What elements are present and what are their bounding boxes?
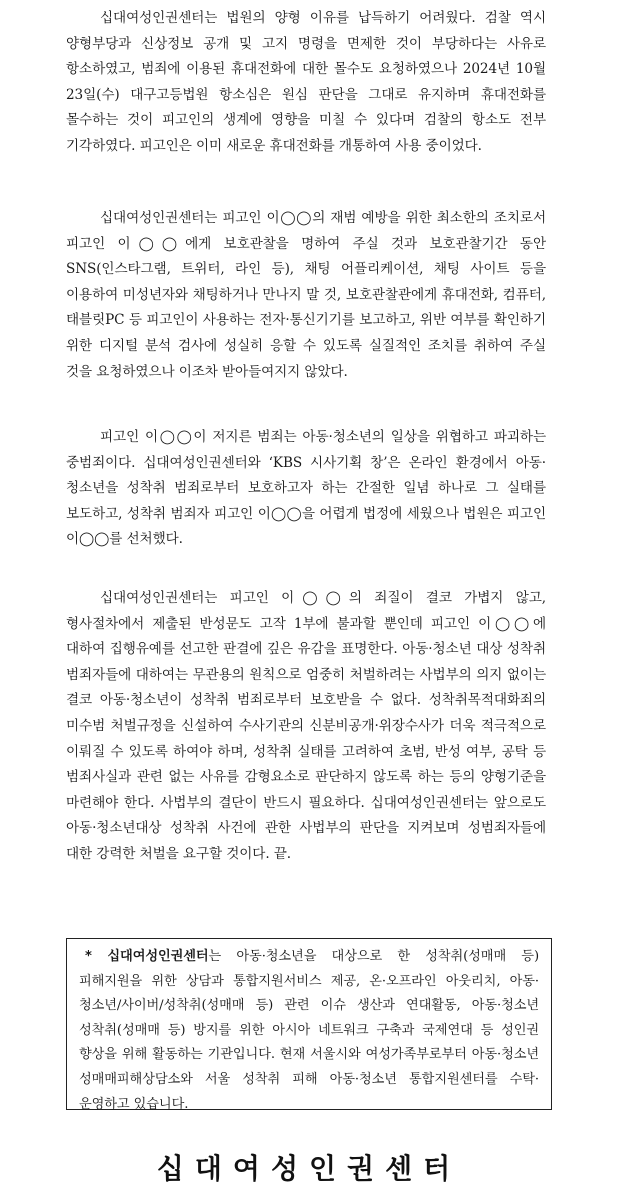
paragraph-probation-request: 십대여성인권센터는 피고인 이◯◯의 재범 예방을 위한 최소한의 조치로서 피고인 이◯◯에게 보호관찰을 명하여 주실 것과 보호관찰기간 동안 SNS(인스타그램, 트위터, 라인 등), 채팅 어플리케이션, 채팅 사이트 등을 이용하여 미성년자와 채팅하거나 만나지 말 것, 보호관찰관에게 휴대전화, 컴퓨터, 태블릿PC 등 피고인이 사용하는 전자·통신기기를 보고하고, 위반 여부를 확인하기 위한 디지털 분석 검사에 성실히 응할 수 있도록 실질적인 조치를 취하여 주실 것을 요청하였으나 이조차 받아들여지지 않았다. xyxy=(66,210,546,380)
paragraph-crime-severity: 피고인 이◯◯이 저지른 범죄는 아동·청소년의 일상을 위협하고 파괴하는 중범죄이다. 십대여성인권센터와 ‘KBS 시사기획 창’은 온라인 환경에서 아동·청소년을 성착취 범죄로부터 보호하고자 하는 간절한 일념 하나로 그 실태를 보도하고, 성착취 범죄자 피고인 이◯◯을 어렵게 법정에 세웠으나 법원은 피고인 이◯◯를 선처했다. xyxy=(66,429,546,548)
organization-notice-box xyxy=(66,938,552,1110)
signature-organization-name: 십대여성인권센터 xyxy=(156,1152,462,1185)
organization-name-highlight: * 십대여성인권센터 xyxy=(85,949,209,964)
organization-description: 는 아동·청소년을 대상으로 한 성착취(성매매 등) 피해지원을 위한 상담과 통합지원서비스 제공, 온·오프라인 아웃리치, 아동·청소년/사이버/성착취(성매매 등) 관련 이슈 생산과 연대활동, 아동·청소년 성착취(성매매 등) 방지를 위한 아시아 네트워크 구축과 국제연대 등 성인권 향상을 위해 활동하는 기관입니다. 현재 서울시와 여성가족부로부터 아동·청소년 성매매피해상담소와 서울 성착취 피해 아동·청소년 통합지원센터를 수탁·운영하고 있습니다. xyxy=(79,949,539,1112)
organization-notice-text xyxy=(79,945,539,1117)
paragraph-appeal-ruling: 십대여성인권센터는 법원의 양형 이유를 납득하기 어려웠다. 검찰 역시 양형부당과 신상정보 공개 및 고지 명령을 면제한 것이 부당하다는 사유로 항소하였고, 범죄에 이용된 휴대전화에 대한 몰수도 요청하였으나 2024년 10월 23일(수) 대구고등법원 항소심은 원심 판단을 그대로 유지하며 휴대전화를 몰수하는 것이 피고인의 생계에 영향을 미칠 수 있다며 검찰의 항소도 전부 기각하였다. 피고인은 이미 새로운 휴대전화를 개통하여 사용 중이었다. xyxy=(66,10,546,154)
paragraph-regret-statement: 십대여성인권센터는 피고인 이◯◯의 죄질이 결코 가볍지 않고, 형사절차에서 제출된 반성문도 고작 1부에 불과할 뿐인데 피고인 이◯◯에 대하여 집행유예를 선고한 판결에 깊은 유감을 표명한다. 아동·청소년 대상 성착취 범죄자들에 대하여는 무관용의 원칙으로 엄중히 처벌하려는 사법부의 의지 없이는 결코 아동·청소년이 성착취 범죄로부터 보호받을 수 없다. 성착취목적대화죄의 미수범 처벌규정을 신설하여 수사기관의 신분비공개·위장수사가 더욱 적극적으로 이뤄질 수 있도록 하여야 하며, 성착취 실태를 고려하여 초범, 반성 여부, 공탁 등 범죄사실과 관련 없는 사유를 감형요소로 판단하지 않도록 하는 등의 양형기준을 마련해야 한다. 사법부의 결단이 반드시 필요하다. 십대여성인권센터는 앞으로도 아동·청소년대상 성착취 사건에 관한 사법부의 판단을 지켜보며 성범죄자들에 대한 강력한 처벌을 요구할 것이다. 끝. xyxy=(66,590,546,862)
